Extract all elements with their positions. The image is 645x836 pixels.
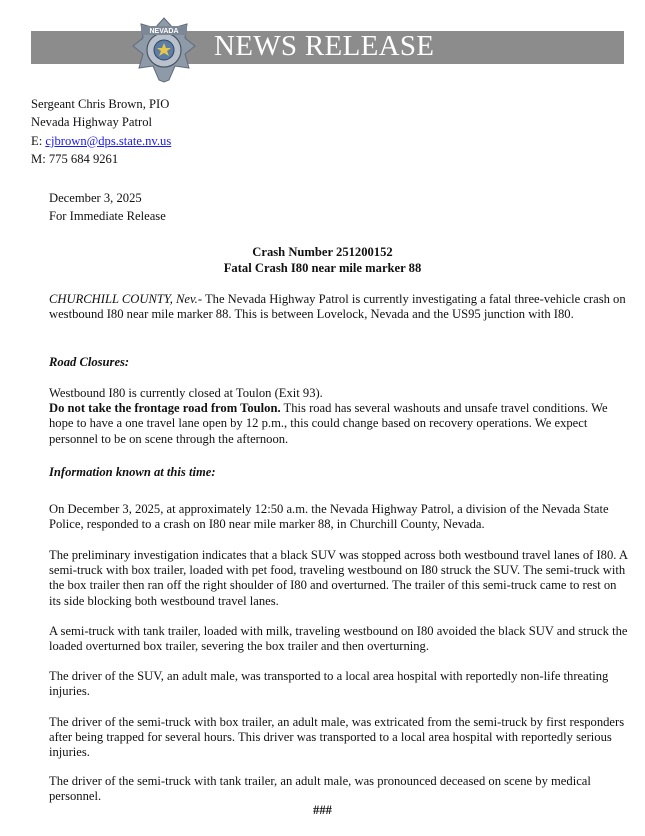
contact-block	[31, 95, 171, 168]
phone-number: 775 684 9261	[48, 151, 119, 166]
contact-org: Nevada Highway Patrol	[31, 115, 153, 130]
phone-label: M:	[31, 151, 46, 166]
release-dateline	[49, 189, 166, 226]
road-closures-section	[49, 386, 629, 447]
contact-email-line	[31, 132, 171, 150]
crash-number: Crash Number 251200152	[252, 245, 393, 259]
nevada-state-police-badge-icon	[129, 12, 199, 92]
end-mark: ###	[313, 803, 332, 817]
road-closures-text: This road has several washouts and unsafe travel conditions. We hope to have a one travel lane open by 12 p.m., this could change based on recovery operations. We expect personnel to be on scene through the afternoon.	[49, 401, 608, 446]
road-closures-line1: Westbound I80 is currently closed at Toulon (Exit 93).	[49, 386, 323, 400]
road-closures-heading	[49, 355, 629, 370]
info-paragraph	[49, 502, 629, 532]
intro-text: - The Nevada Highway Patrol is currently investigating a fatal three-vehicle crash on westbound I80 near mile marker 88. This is between Lovelock, Nevada and the US95 junction with I80.	[49, 292, 626, 322]
info-title: Information known at this time:	[49, 465, 216, 479]
paragraph-text: On December 3, 2025, at approximately 12:50 a.m. the Nevada Highway Patrol, a division of the Nevada State Police, responded to a crash on I80 near mile marker 88, in Churchill County, Nevada.	[49, 502, 609, 532]
contact-phone-line	[31, 150, 171, 168]
news-release-banner	[31, 31, 624, 64]
dateline-location: CHURCHILL COUNTY, Nev.	[49, 292, 198, 306]
email-link[interactable]: cjbrown@dps.state.nv.us	[45, 133, 172, 148]
banner-title: NEWS RELEASE	[214, 30, 435, 62]
road-closures-title: Road Closures:	[49, 355, 130, 369]
paragraph-text: The driver of the semi-truck with tank trailer, an adult male, was pronounced deceased on scene by medical personnel.	[49, 774, 591, 804]
intro-paragraph	[49, 292, 629, 322]
info-paragraph	[49, 715, 629, 761]
info-paragraph	[49, 774, 629, 804]
contact-name: Sergeant Chris Brown, PIO	[31, 97, 170, 111]
email-label: E:	[31, 133, 43, 148]
paragraph-text: The preliminary investigation indicates that a black SUV was stopped across both westbound travel lanes of I80. A semi-truck with box trailer, loaded with pet food, traveling westbound on I80 struck the SUV. The semi-truck with the box trailer then ran off the right shoulder of I80 and overturned. The trailer of this semi-truck came to rest on its side blocking both westbound travel lanes.	[49, 548, 628, 608]
info-paragraph	[49, 669, 629, 699]
info-paragraph	[49, 548, 629, 609]
info-heading	[49, 465, 629, 480]
release-note: For Immediate Release	[49, 209, 166, 224]
paragraph-text: The driver of the semi-truck with box trailer, an adult male, was extricated from the semi-truck by first responders after being trapped for several hours. This driver was transported to a local area hospital with reportedly serious injuries.	[49, 715, 625, 760]
svg-text:NEVADA: NEVADA	[149, 28, 179, 35]
headline	[0, 244, 645, 276]
road-closures-warning: Do not take the frontage road from Toulon.	[49, 401, 281, 416]
paragraph-text: A semi-truck with tank trailer, loaded with milk, traveling westbound on I80 avoided the black SUV and struck the loaded overturned box trailer, severing the box trailer and then overturning.	[49, 624, 628, 654]
paragraph-text: The driver of the SUV, an adult male, was transported to a local area hospital with reportedly non-life threating injuries.	[49, 669, 609, 699]
info-paragraph	[49, 624, 629, 654]
release-date: December 3, 2025	[49, 191, 142, 205]
headline-title: Fatal Crash I80 near mile marker 88	[223, 261, 422, 275]
